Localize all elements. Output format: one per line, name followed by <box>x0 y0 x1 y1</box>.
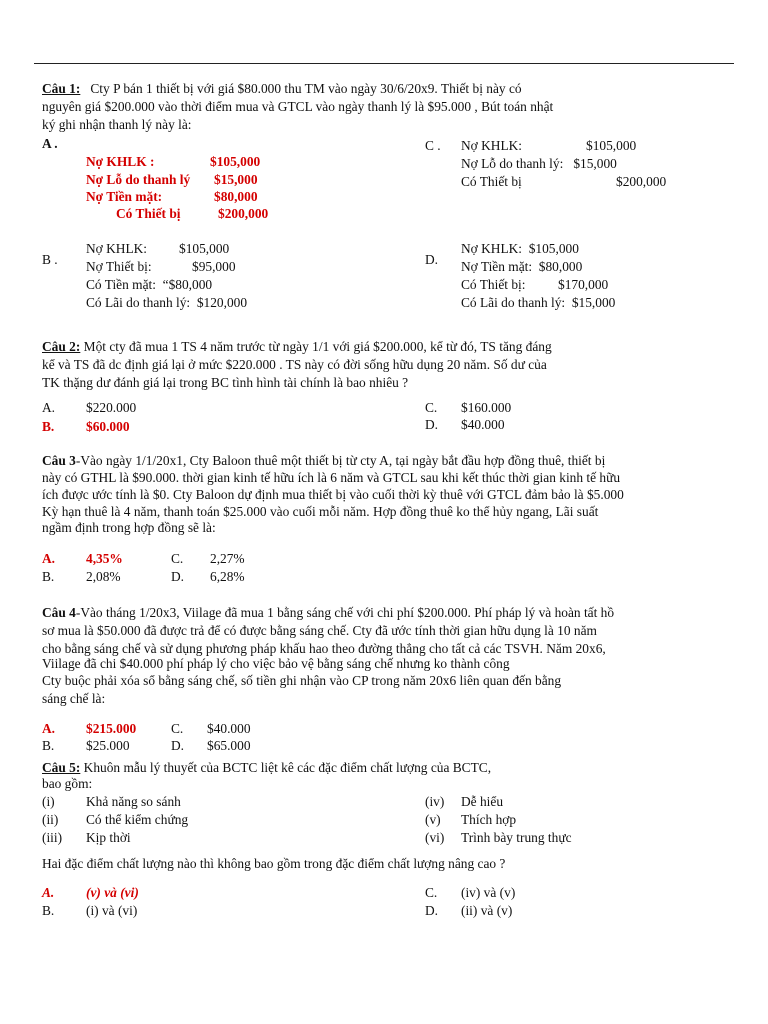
q1-c-row-3-label: Có Thiết bị <box>461 174 522 189</box>
q4-option-d-label: D. <box>171 738 185 753</box>
q5-line-1: Câu 5: Khuôn mẫu lý thuyết của BCTC liệt kê các đặc điểm chất lượng của BCTC, <box>42 760 492 775</box>
q4-option-b-value: $25.000 <box>86 738 130 753</box>
q5-item-4-number: (iv) <box>425 794 445 809</box>
q5-option-d-value: (ii) và (v) <box>461 903 513 918</box>
q5-item-3-number: (iii) <box>42 830 63 845</box>
q1-c-row-1-amount: $105,000 <box>586 138 637 153</box>
q4-line-5: Cty buộc phải xóa sổ bằng sáng chế, số tiền ghi nhận vào CP trong năm 20x6 liên quan đến bằng <box>42 673 562 688</box>
q3-line-1: Câu 3-Vào ngày 1/1/20x1, Cty Baloon thuê một thiết bị từ cty A, tại ngày bắt đầu hợp đồng thuê, thiết bị <box>42 453 606 468</box>
q5-label: Câu 5: <box>42 760 81 775</box>
q5-item-6-text: Trình bày trung thực <box>461 830 572 845</box>
q2-option-a-value: $220.000 <box>86 400 137 415</box>
q1-b-label: B . <box>42 252 58 267</box>
q1-b-row-1-label: Nợ KHLK: <box>86 241 148 256</box>
q1-a-row-1-amount: $105,000 <box>210 154 261 169</box>
q1-b-row-1-amount: $105,000 <box>179 241 230 256</box>
q2-option-d-value: $40.000 <box>461 417 505 432</box>
q1-c-label: C . <box>425 138 441 153</box>
q3-option-c-label: C. <box>171 551 184 566</box>
q1-c-row-3-amount: $200,000 <box>616 174 667 189</box>
q4-option-c-label: C. <box>171 721 184 736</box>
q3-option-c-value: 2,27% <box>210 551 245 566</box>
q1-c-row-2: Nợ Lỗ do thanh lý: $15,000 <box>461 156 617 171</box>
q1-label: Câu 1: <box>42 81 81 96</box>
q1-a-row-1-label: Nợ KHLK : <box>86 154 155 169</box>
q1-b-row-2-label: Nợ Thiết bị: <box>86 259 152 274</box>
q4-option-a-value: $215.000 <box>86 721 137 736</box>
q3-label: Câu 3 <box>42 453 76 468</box>
top-rule <box>34 63 734 64</box>
q2-option-a-label: A. <box>42 400 56 415</box>
q1-a-label: A . <box>42 136 58 151</box>
q5-option-b-label: B. <box>42 903 55 918</box>
q3-option-d-value: 6,28% <box>210 569 245 584</box>
q5-line-2: bao gồm: <box>42 776 93 791</box>
q5-item-4-text: Dễ hiểu <box>461 794 504 809</box>
q1-d-row-3-label: Có Thiết bị: <box>461 277 526 292</box>
q4-option-d-value: $65.000 <box>207 738 251 753</box>
q2-option-b-label: B. <box>42 419 55 434</box>
q1-a-row-4-amount: $200,000 <box>218 206 269 221</box>
q3-option-b-value: 2,08% <box>86 569 121 584</box>
q5-item-6-number: (vi) <box>425 830 445 845</box>
q1-line-1: Câu 1: Cty P bán 1 thiết bị với giá $80.000 thu TM vào ngày 30/6/20x9. Thiết bị này có <box>42 81 522 96</box>
q4-option-c-value: $40.000 <box>207 721 251 736</box>
q2-line-2: kể và TS đã dc định giá lại ở mức $220.000 . TS này có đời sống hữu dụng 20 năm. Số dư của <box>42 357 547 372</box>
q1-a-row-3-label: Nợ Tiền mặt: <box>86 189 163 204</box>
q3-option-a-label: A. <box>42 551 56 566</box>
q1-d-row-3-amount: $170,000 <box>558 277 609 292</box>
q4-line-2: sơ mua là $50.000 đã được trả để có được bằng sáng chế. Cty đã ước tính thời gian hữu dụng là 10 năm <box>42 623 597 638</box>
q5-item-2-text: Có thể kiểm chứng <box>86 812 189 827</box>
q5-option-b-value: (i) và (vi) <box>86 903 138 918</box>
q2-option-c-label: C. <box>425 400 438 415</box>
q1-line-2: nguyên giá $200.000 vào thời điểm mua và GTCL vào ngày thanh lý là $95.000 , Bút toán nhật <box>42 99 554 114</box>
q1-c-row-1-label: Nợ KHLK: <box>461 138 523 153</box>
q1-b-row-4: Có Lãi do thanh lý: $120,000 <box>86 295 248 310</box>
q4-line-4: Viilage đã chi $40.000 phí pháp lý cho việc bảo vệ bằng sáng chế nhưng ko thành công <box>42 656 510 671</box>
q1-a-row-3-amount: $80,000 <box>214 189 258 204</box>
q1-b-row-3: Có Tiền mặt: “$80,000 <box>86 277 213 292</box>
q1-line-3: ký ghi nhận thanh lý này là: <box>42 117 192 132</box>
q1-b-row-2-amount: $95,000 <box>192 259 236 274</box>
q4-option-a-label: A. <box>42 721 56 736</box>
q4-label: Câu 4 <box>42 605 76 620</box>
q3-line-3: ích được ước tính là $0. Cty Baloon dự định mua thiết bị vào cuối thời kỳ thuê với GTCL đảm bảo là $5.000 <box>42 487 624 502</box>
q4-line-3: cho bằng sáng chế và sử dụng phương pháp khấu hao theo đường thẳng cho tất cả các TSVH. Năm 20x6, <box>42 641 606 656</box>
q3-option-b-label: B. <box>42 569 55 584</box>
q4-line-6: sáng chế là: <box>42 691 106 706</box>
q5-item-5-text: Thích hợp <box>461 812 517 827</box>
q5-question: Hai đặc điểm chất lượng nào thì không bao gồm trong đặc điểm chất lượng nâng cao ? <box>42 856 506 871</box>
q1-d-label: D. <box>425 252 439 267</box>
q4-line-1: Câu 4-Vào tháng 1/20x3, Viilage đã mua 1 bằng sáng chế với chi phí $200.000. Phí pháp lý và hoàn tất hồ <box>42 605 615 620</box>
q1-d-row-1: Nợ KHLK: $105,000 <box>461 241 579 256</box>
q3-option-d-label: D. <box>171 569 185 584</box>
q5-option-c-label: C. <box>425 885 438 900</box>
q5-item-2-number: (ii) <box>42 812 59 827</box>
q3-option-a-value: 4,35% <box>86 551 123 566</box>
q1-d-row-2: Nợ Tiền mặt: $80,000 <box>461 259 583 274</box>
q1-d-row-4: Có Lãi do thanh lý: $15,000 <box>461 295 616 310</box>
q3-line-2: này có GTHL là $90.000. thời gian kinh tế hữu ích là 6 năm và GTCL sau khi kết thúc thời gian kinh tế hữu <box>42 470 621 485</box>
q2-line-1: Câu 2: Một cty đã mua 1 TS 4 năm trước từ ngày 1/1 với giá $200.000, kể từ đó, TS tăng đáng <box>42 339 552 354</box>
q1-a-row-2-label: Nợ Lỗ do thanh lý <box>86 172 191 187</box>
q5-item-3-text: Kịp thời <box>86 830 131 845</box>
q5-option-a-label: A. <box>42 885 55 900</box>
q4-option-b-label: B. <box>42 738 55 753</box>
q2-option-c-value: $160.000 <box>461 400 512 415</box>
q2-line-3: TK thặng dư đánh giá lại trong BC tình hình tài chính là bao nhiêu ? <box>42 375 409 390</box>
q3-line-4: Kỳ hạn thuê là 4 năm, thanh toán $25.000 vào cuối mỗi năm. Hợp đồng thuê ko thể hủy ngang, Lãi suất <box>42 504 599 519</box>
q5-option-a-value: (v) và (vi) <box>86 885 139 900</box>
q1-a-row-4-label: Có Thiết bị <box>116 206 181 221</box>
q1-a-row-2-amount: $15,000 <box>214 172 258 187</box>
q2-option-d-label: D. <box>425 417 439 432</box>
q2-label: Câu 2: <box>42 339 81 354</box>
q5-item-1-number: (i) <box>42 794 55 809</box>
q2-option-b-value: $60.000 <box>86 419 130 434</box>
q5-option-d-label: D. <box>425 903 439 918</box>
q3-line-5: ngầm định trong hợp đồng sẽ là: <box>42 520 216 535</box>
q5-item-1-text: Khả năng so sánh <box>86 794 181 809</box>
q5-option-c-value: (iv) và (v) <box>461 885 516 900</box>
q5-item-5-number: (v) <box>425 812 441 827</box>
